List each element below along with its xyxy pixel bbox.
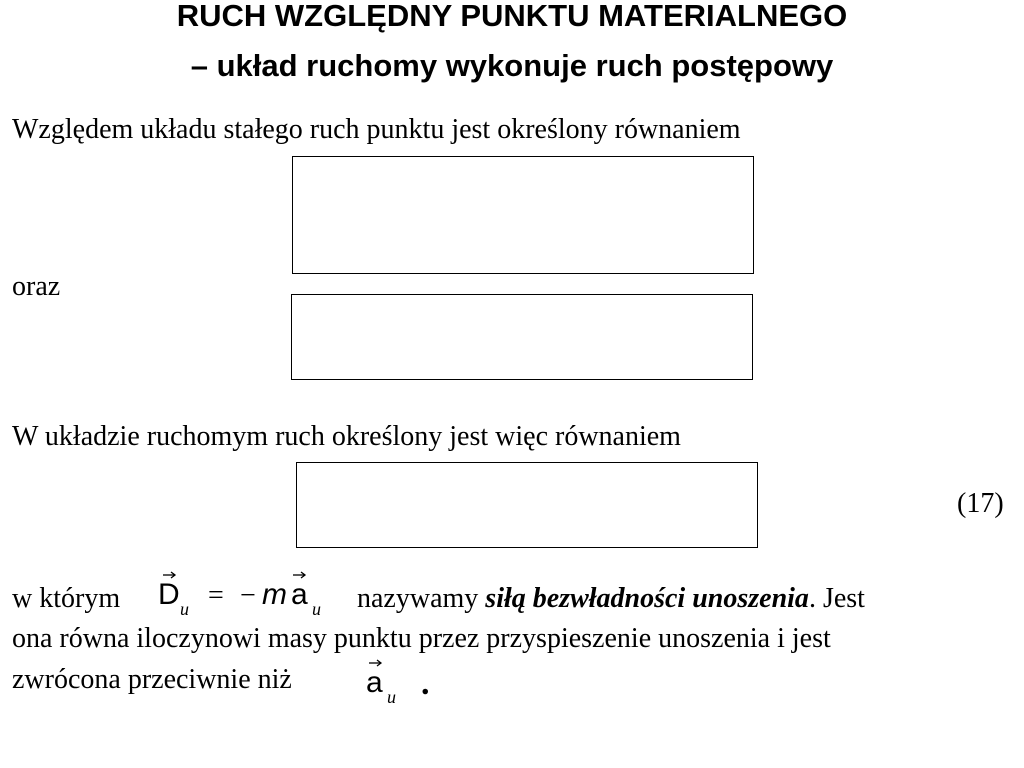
oraz-label: oraz xyxy=(12,271,61,302)
equation-number: (17) xyxy=(957,488,1004,519)
equation-box-fixed-frame xyxy=(292,156,754,274)
paragraph-line-3: zwrócona przeciwnie niż xyxy=(12,664,292,695)
formula-equals: = xyxy=(208,580,224,611)
formula-mass-m: m xyxy=(262,578,287,611)
paragraph-line-1-rest xyxy=(357,583,865,615)
page-title-line-1: RUCH WZGLĘDNY PUNKTU MATERIALNEGO xyxy=(176,0,848,33)
nazywamy-text: nazywamy xyxy=(357,583,479,614)
formula-subscript-u: u xyxy=(312,599,321,619)
paragraph-fixed-frame: Względem układu stałego ruch punktu jest określony równaniem xyxy=(12,114,741,145)
jest-text: . Jest xyxy=(808,583,865,614)
formula-subscript-u: u xyxy=(387,687,396,707)
formula-subscript-u: u xyxy=(180,599,189,619)
equation-box-17 xyxy=(296,462,758,548)
equation-box-oraz xyxy=(291,294,753,380)
formula-acceleration-a: a xyxy=(366,666,383,699)
formula-acceleration-a: a xyxy=(291,578,308,611)
formula-minus: − xyxy=(240,580,256,611)
paragraph-prefix: w którym xyxy=(12,583,121,614)
paragraph-line-2: ona równa iloczynowi masy punktu przez przyspieszenie unoszenia i jest xyxy=(12,623,831,654)
term-inertia-force: siłą bezwładności unoszenia xyxy=(485,583,809,614)
sentence-period: . xyxy=(421,665,430,702)
paragraph-moving-frame: W układzie ruchomym ruch określony jest więc równaniem xyxy=(12,421,681,452)
formula-symbol-d: D xyxy=(158,578,180,611)
page-title-line-2: – układ ruchomy wykonuje ruch postępowy xyxy=(190,48,834,83)
